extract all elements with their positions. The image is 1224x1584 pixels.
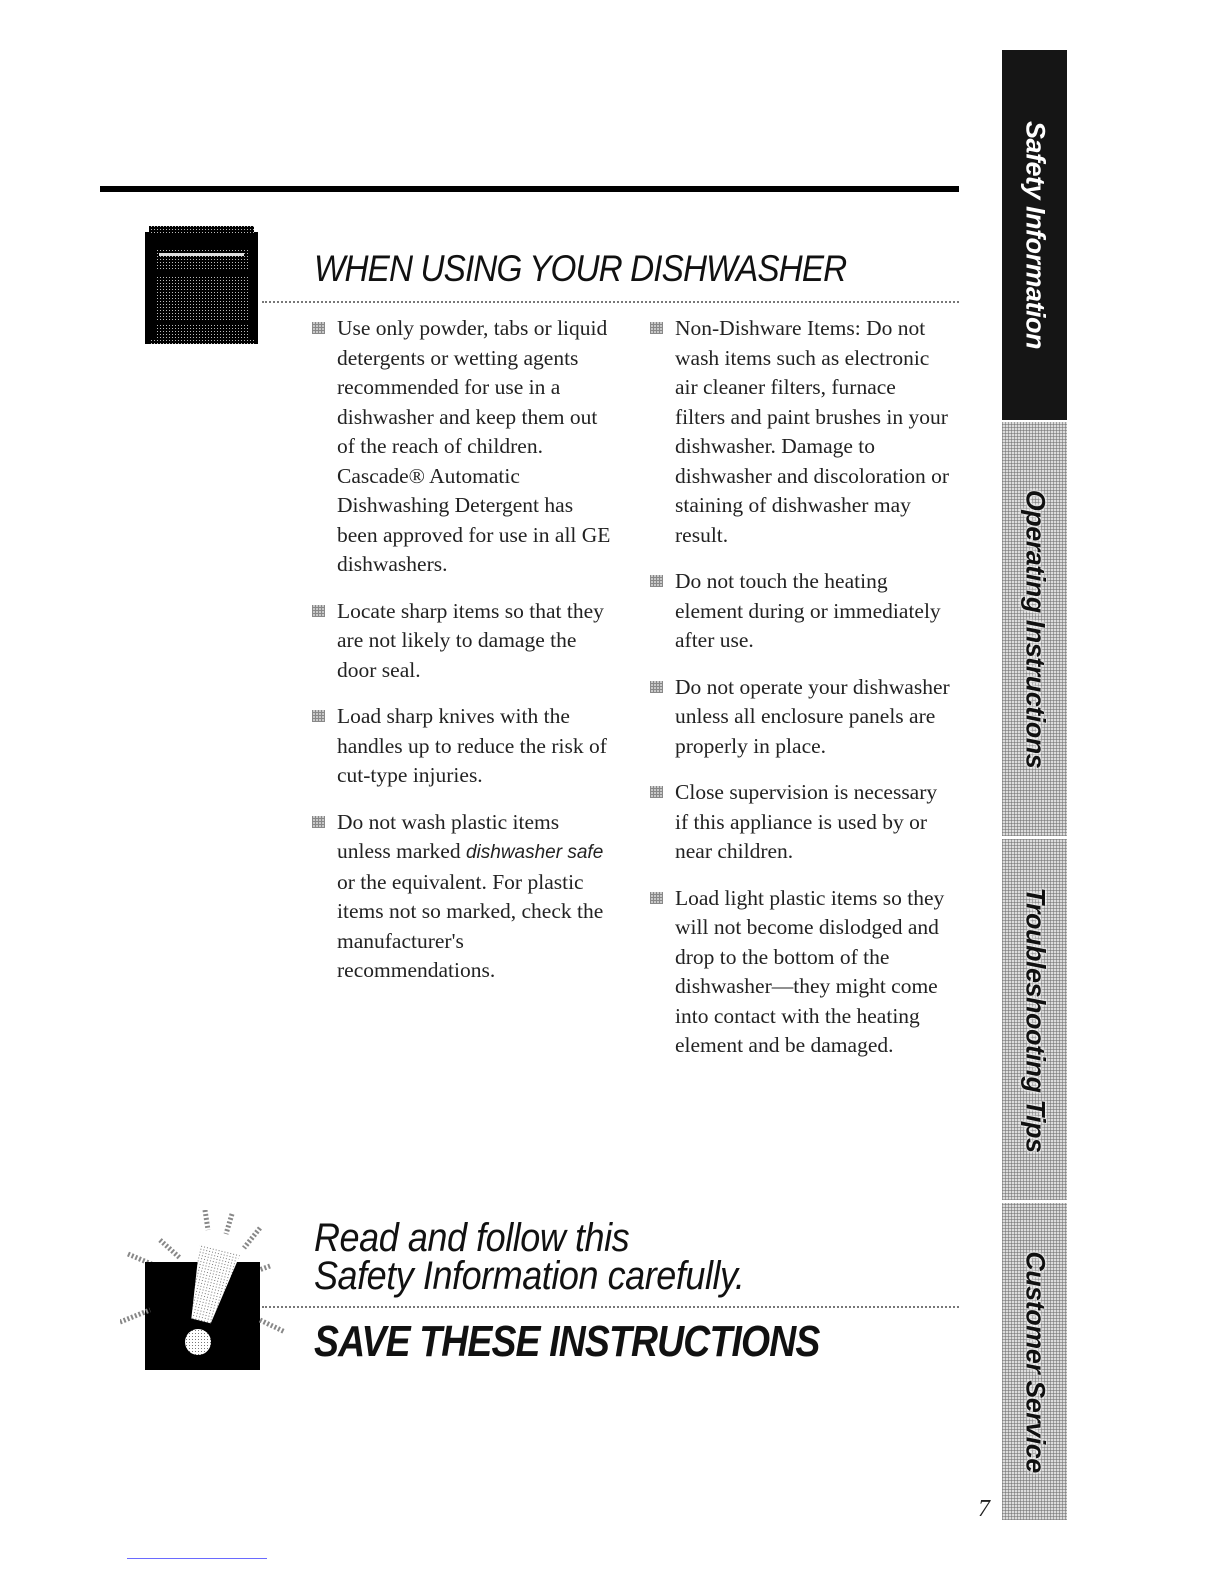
title-divider — [262, 301, 959, 303]
list-item — [650, 567, 950, 656]
bullet-icon — [650, 575, 663, 587]
notice-divider — [262, 1306, 959, 1308]
right-column — [650, 314, 950, 1078]
item-text: Close supervision is necessary if this appliance is used by or near children. — [675, 780, 938, 863]
tab-troubleshooting-tips[interactable] — [1002, 839, 1067, 1200]
item-text: Load light plastic items so they will not become dislodged and drop to the bottom of the dishwasher—they might come into contact with the heating element and be damaged. — [675, 885, 945, 1057]
save-instructions-heading: SAVE THESE INSTRUCTIONS — [314, 1317, 820, 1366]
notice-line-2: Safety Information carefully. — [314, 1254, 745, 1298]
tab-safety-information[interactable] — [1002, 50, 1067, 420]
list-item — [650, 314, 950, 550]
bullet-icon — [650, 322, 663, 334]
tab-label: Customer Service — [1020, 1250, 1050, 1473]
list-item — [312, 314, 612, 580]
list-item — [312, 808, 612, 986]
bullet-icon — [650, 892, 663, 904]
left-column — [312, 314, 612, 1003]
tab-label: Troubleshooting Tips — [1020, 887, 1050, 1152]
bullet-icon — [312, 322, 325, 334]
section-tabs — [1002, 50, 1067, 1520]
list-item — [312, 597, 612, 686]
page-number: 7 — [978, 1496, 990, 1522]
bullet-icon — [312, 710, 325, 722]
dishwasher-icon — [145, 226, 258, 344]
item-text: or the equivalent. For plastic items not so marked, check the manufacturer's recommendations. — [337, 869, 604, 982]
list-item — [650, 673, 950, 762]
section-title: WHEN USING YOUR DISHWASHER — [314, 248, 847, 289]
tab-operating-instructions[interactable] — [1002, 422, 1067, 836]
item-text: Do not wash plastic items unless marked — [337, 809, 560, 863]
tab-customer-service[interactable] — [1002, 1203, 1067, 1520]
item-text: Load sharp knives with the handles up to reduce the risk of cut-type injuries. — [337, 704, 607, 787]
bullet-icon — [650, 681, 663, 693]
bullet-icon — [650, 786, 663, 798]
bullet-icon — [312, 816, 325, 828]
item-text: Locate sharp items so that they are not likely to damage the door seal. — [337, 598, 604, 682]
warning-exclamation-icon — [120, 1210, 290, 1370]
item-text: Do not operate your dishwasher unless all enclosure panels are properly in place. — [675, 674, 950, 758]
top-rule — [100, 186, 959, 192]
item-text: Use only powder, tabs or liquid detergents or wetting agents recommended for use in a dishwasher and keep them out of the reach of children. Cascade® Automatic Dishwashing Detergent has been approved for use in all GE dishwashers. — [337, 316, 611, 576]
tab-label: Safety Information — [1020, 120, 1050, 350]
item-emphasis: dishwasher safe — [465, 842, 604, 863]
list-item — [650, 778, 950, 867]
footer-line — [127, 1558, 267, 1559]
list-item — [312, 702, 612, 791]
list-item — [650, 884, 950, 1061]
notice-line-1: Read and follow this — [314, 1216, 630, 1260]
tab-label: Operating Instructions — [1020, 489, 1050, 769]
item-text: Do not touch the heating element during or immediately after use. — [675, 569, 941, 652]
item-text: Non-Dishware Items: Do not wash items such as electronic air cleaner filters, furnace filters and paint brushes in your dishwasher. Damage to dishwasher and discoloration or staining of dishwasher may result. — [675, 316, 950, 547]
bullet-icon — [312, 605, 325, 617]
